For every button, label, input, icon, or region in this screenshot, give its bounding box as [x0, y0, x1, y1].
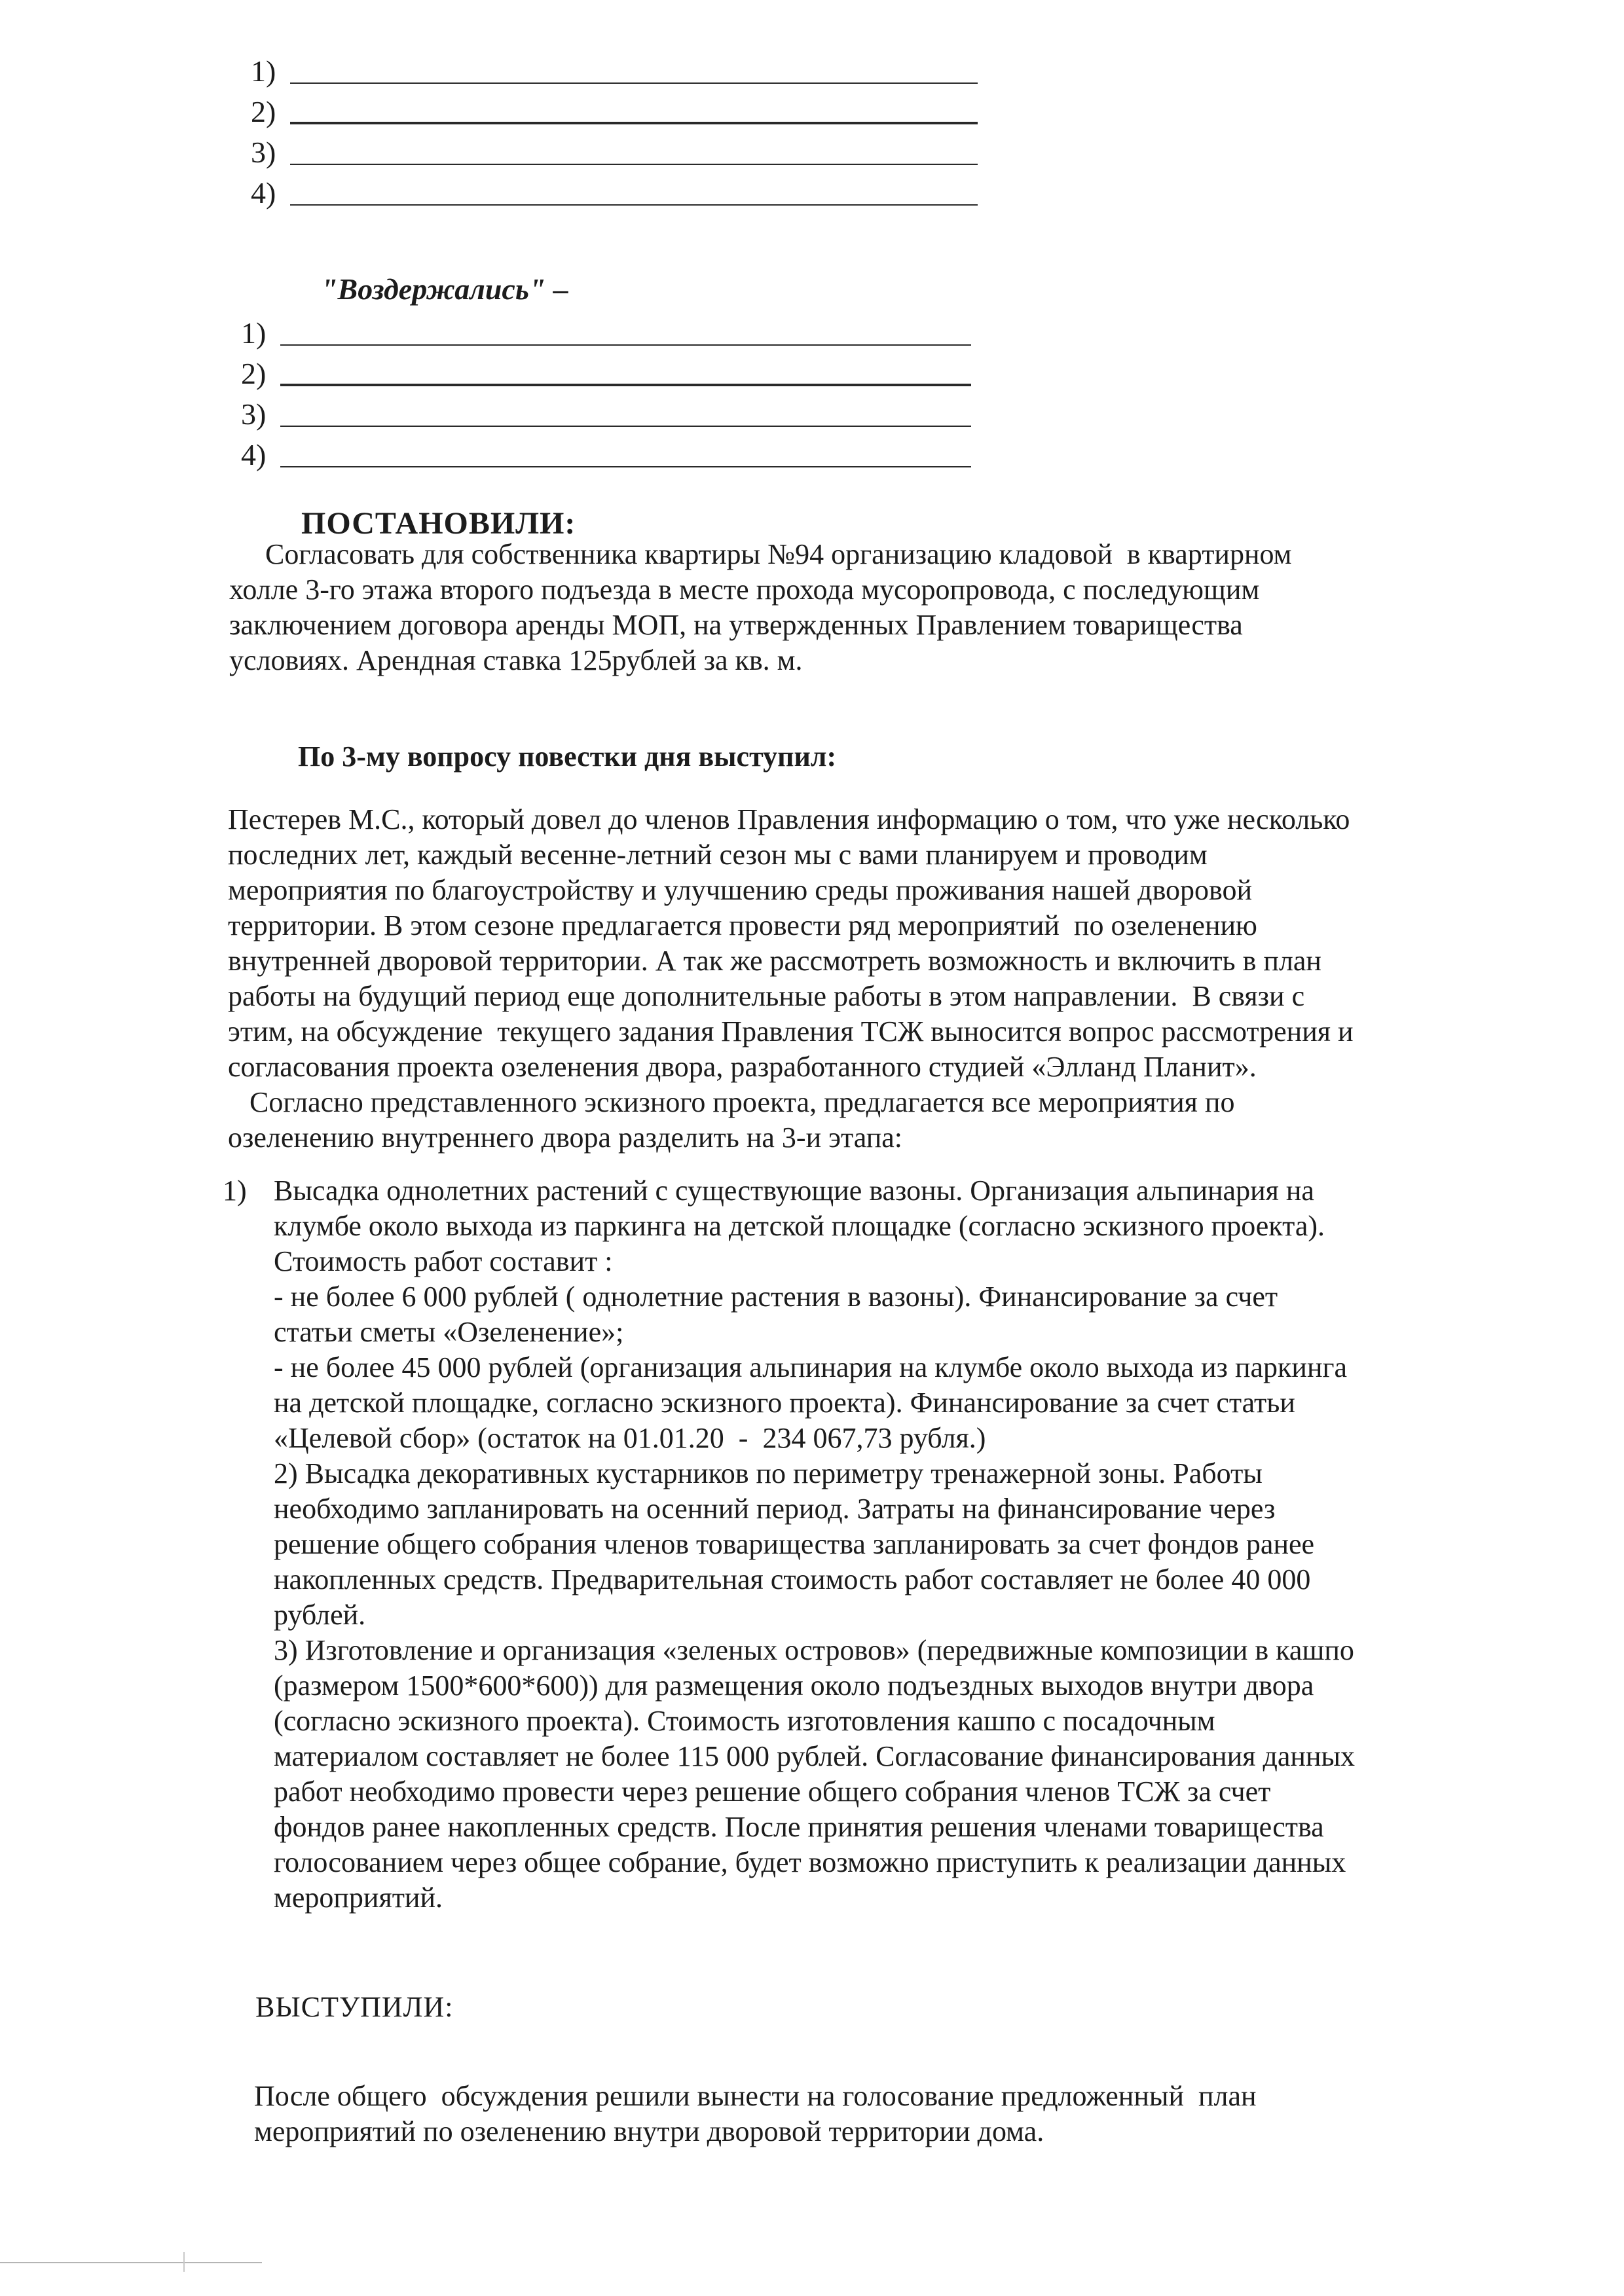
blank-row — [251, 127, 978, 168]
blank-line — [280, 318, 971, 346]
stages-text: Высадка однолетних растений с существующие вазоны. Организация альпинария на клумбе около выхода из паркинга на детской площадке (согласно эскизного проекта). Стоимость работ составит : - не более 6 000 рублей ( однолетние растения в вазоны). Финансирование за счет статьи сметы «Озеленение»; - не более 45 000 рублей (организация альпинария на клумбе около выхода из паркинга на детской площадке, согласно эскизного проекта). Финансирование за счет статьи «Целевой сбор» (остаток на 01.01.20 - 234 067,73 рубля.) 2) Высадка декоративных кустарников по периметру тренажерной зоны. Работы необходимо запланировать на осенний период. Затраты на финансирование через решение общего собрания членов товарищества запланировать за счет фондов ранее накопленных средств. Предварительная стоимость работ составляет не более 40 000 рублей. 3) Изготовление и организация «зеленых островов» (передвижные композиции в кашпо (размером 1500*600*600)) для размещения около подъездных выходов внутри двора (согласно эскизного проекта). Стоимость изготовления кашпо с посадочным материалом составляет не более 115 000 рублей. Согласование финансирования данных работ необходимо провести через решение общего собрания членов ТСЖ за счет фондов ранее накопленных средств. После принятия решения членами товарищества голосованием через общее собрание, будет возможно приступить к реализации данных мероприятий. — [274, 1175, 1356, 1914]
blank-row — [251, 86, 978, 127]
speech-text: Пестерев М.С., который довел до членов Правления информацию о том, что уже несколько последних лет, каждый весенне-летний сезон мы с вами планируем и проводим мероприятия по благоустройству и улучшению среды проживания нашей дворовой территории. В этом сезоне предлагается провести ряд мероприятий по озеленению внутренней дворовой территории. А так же рассмотреть возможность и включить в план работы на будущий период еще дополнительные работы в этом направлении. В связи с этим, на обсуждение текущего задания Правления ТСЖ выносится вопрос рассмотрения и согласования проекта озеленения двора, разработанного студией «Элланд Планит». Согласно представленного эскизного проекта, предлагается все мероприятия по озеленению внутреннего двора разделить на 3-и этапа: — [228, 803, 1354, 1154]
blank-row — [241, 389, 971, 429]
blank-row — [241, 429, 971, 470]
blank-line — [280, 399, 971, 427]
blank-number: 1) — [251, 54, 276, 88]
blank-line — [280, 357, 971, 386]
resolved-heading: ПОСТАНОВИЛИ: — [301, 506, 576, 541]
blank-line — [280, 440, 971, 467]
scan-edge-line — [0, 2262, 262, 2263]
closing-text: После общего обсуждения решили вынести на голосование предложенный план мероприятий по озеленению внутри дворовой территории дома. — [254, 2080, 1257, 2147]
blank-row — [241, 348, 971, 389]
blank-number: 3) — [251, 136, 276, 169]
blank-line — [290, 137, 978, 165]
blank-number: 4) — [251, 176, 276, 210]
resolved-text: Согласовать для собственника квартиры №94 организацию кладовой в квартирном холле 3-го этажа второго подъезда в месте прохода мусоропровода, с последующим заключением договора аренды МОП, на утвержденных Правлением товарищества условиях. Арендная ставка 125рублей за кв. м. — [229, 538, 1292, 676]
blank-number: 4) — [241, 438, 267, 471]
question3-heading: По 3-му вопросу повестки дня выступил: — [298, 740, 837, 773]
blank-line — [290, 56, 978, 84]
vote-blank-list-2 — [241, 308, 971, 470]
blank-number: 2) — [251, 95, 276, 128]
scan-edge-tick — [183, 2252, 185, 2272]
blank-row — [251, 168, 978, 208]
blank-number: 3) — [241, 397, 267, 431]
blank-row — [241, 308, 971, 348]
spoke-heading: ВЫСТУПИЛИ: — [255, 1991, 454, 2023]
blank-line — [290, 178, 978, 206]
vote-blank-list-1 — [251, 46, 978, 208]
stage1-number: 1) — [223, 1175, 247, 1207]
abstained-label: "Воздержались" – — [321, 272, 568, 306]
blank-line — [290, 96, 978, 124]
blank-number: 2) — [241, 357, 267, 390]
blank-row — [251, 46, 978, 86]
blank-number: 1) — [241, 316, 267, 350]
